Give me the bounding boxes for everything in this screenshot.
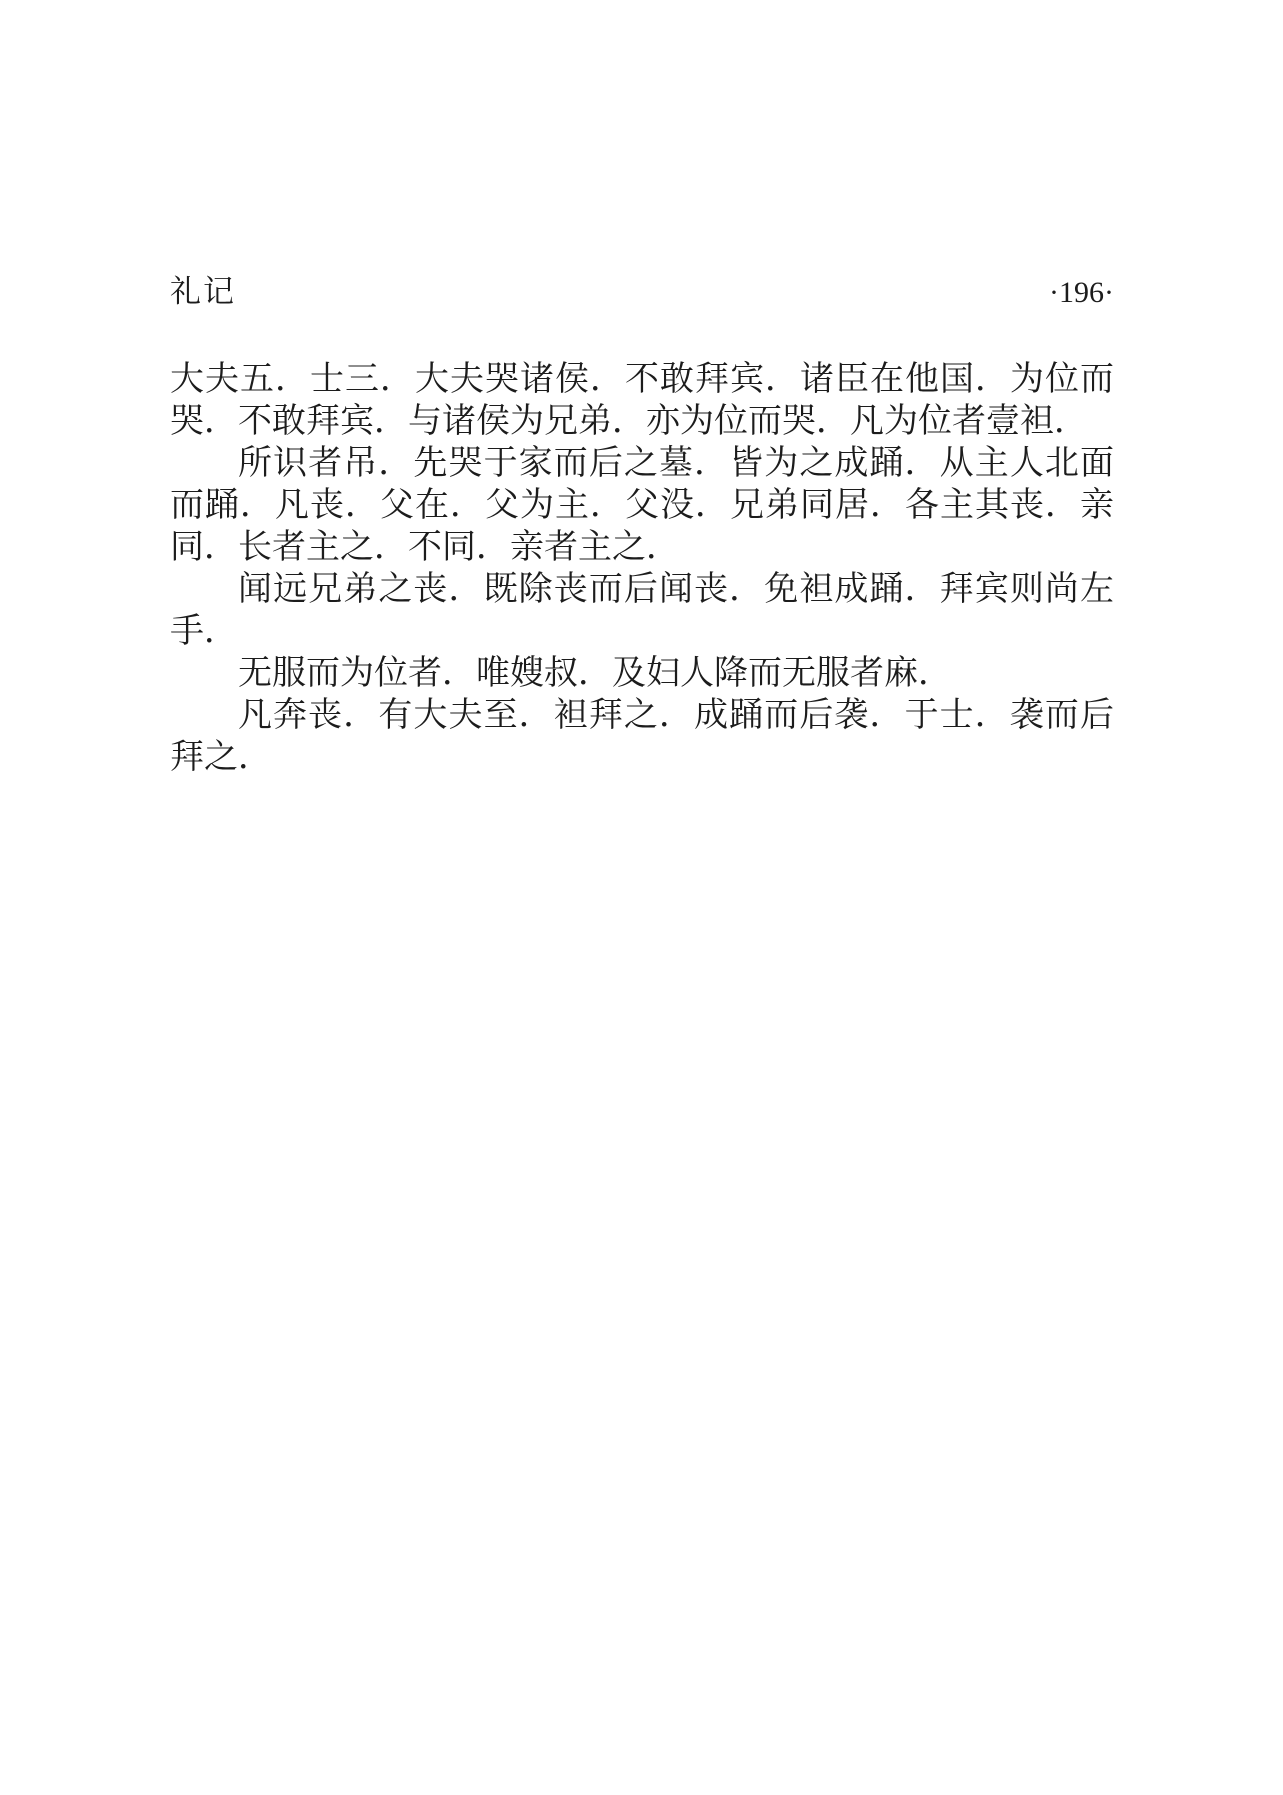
paragraph: 无服而为位者．唯嫂叔．及妇人降而无服者麻． — [238, 655, 952, 692]
paragraph: 闻远兄弟之丧．既除丧而后闻丧．免袒成踊．拜宾则尚左手． — [170, 571, 1114, 650]
book-title: 礼记 — [170, 274, 236, 309]
paragraph: 所识者吊．先哭于家而后之墓．皆为之成踊．从主人北面而踊．凡丧．父在．父为主．父没．兄弟同居．各主其丧．亲同．长者主之．不同．亲者主之． — [170, 445, 1114, 566]
paragraph: 凡奔丧．有大夫至．袒拜之．成踊而后袭．于士．袭而后拜之． — [170, 697, 1114, 776]
page-content — [170, 272, 1114, 779]
running-header — [170, 272, 1114, 313]
body-text — [170, 359, 1114, 779]
paragraph: 大夫五．士三．大夫哭诸侯．不敢拜宾．诸臣在他国．为位而哭．不敢拜宾．与诸侯为兄弟．亦为位而哭．凡为位者壹袒． — [170, 361, 1114, 440]
page-number: ·196· — [1049, 276, 1114, 309]
